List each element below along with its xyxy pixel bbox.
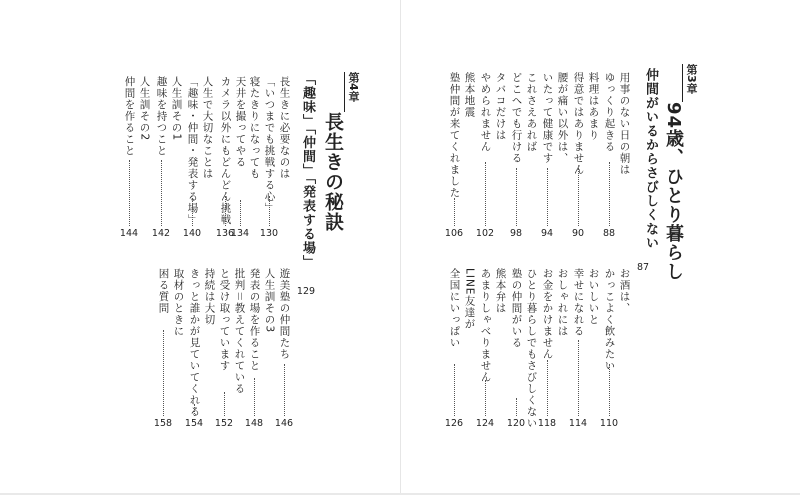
toc-page-number: 120: [506, 418, 526, 429]
toc-page-number: 134: [230, 228, 250, 239]
toc-leader: [129, 160, 130, 226]
toc-entry-line2: 「いつまでも挑戦する心」: [263, 76, 276, 214]
toc-page-number: 152: [214, 418, 234, 429]
toc-page-number: 90: [571, 228, 585, 239]
toc-leader: [225, 196, 226, 226]
toc-entry-line2: やめられません: [479, 72, 492, 153]
toc-entry-line1: 料理はあまり: [587, 72, 600, 141]
toc-entry-line2: 幸せになれる: [572, 268, 585, 337]
toc-leader: [454, 198, 455, 226]
toc-page-number: 158: [153, 418, 173, 429]
toc-page-number: 146: [274, 418, 294, 429]
toc-entry-line1: 取材のときに: [172, 268, 185, 337]
toc-page-number: 88: [602, 228, 616, 239]
toc-page-number: 154: [184, 418, 204, 429]
chapter-4-subtitle: 「趣味」「仲間」「発表する場」: [300, 72, 315, 269]
toc-leader: [254, 378, 255, 416]
toc-entry-line2: 全国にいっぱい: [448, 268, 461, 349]
toc-entry-line1: おいしいと: [587, 268, 600, 326]
toc-entry-line2: いたって健康です: [541, 72, 554, 164]
toc-entry-line1: 寝たきりになっても: [248, 76, 261, 180]
toc-entry-line1: 遊美塾の仲間たち: [278, 268, 291, 360]
toc-page-number: 142: [151, 228, 171, 239]
toc-entry-line1: 用事のない日の朝は: [618, 72, 631, 176]
toc-entry-line2: ゆっくり起きる: [603, 72, 616, 153]
toc-leader: [609, 364, 610, 416]
toc-page-number: 98: [509, 228, 523, 239]
toc-entry-line2: 発表の場を作ること: [248, 268, 261, 372]
toc-entry-line2: 趣味を持つこと: [155, 76, 168, 157]
toc-entry-line1: 長生きに必要なのは: [278, 76, 291, 180]
toc-leader: [578, 340, 579, 416]
toc-entry-line2: 天井を撮ってやる: [234, 76, 247, 168]
toc-entry-line1: 熊本弁は: [494, 268, 507, 314]
toc-entry-line1: 人生で大切なことは: [201, 76, 214, 180]
toc-leader: [240, 200, 241, 226]
chapter-3-rule: [682, 64, 683, 102]
toc-entry-line1: 持続は大切: [203, 268, 216, 326]
toc-leader: [485, 162, 486, 226]
toc-leader: [547, 168, 548, 226]
toc-leader: [224, 392, 225, 416]
chapter-4-title: 長生きの秘訣: [322, 112, 344, 232]
toc-page-number: 126: [444, 418, 464, 429]
chapter-3-subtitle: 仲間がいるからさびしくない: [643, 68, 658, 250]
toc-entry-line1: おしゃれには: [556, 268, 569, 337]
toc-page-number: 102: [475, 228, 495, 239]
chapter-3-title: 94歳、ひとり暮らし: [663, 102, 684, 282]
toc-page-number: 114: [568, 418, 588, 429]
toc-leader: [516, 398, 517, 416]
toc-entry-line1: お酒は、: [618, 268, 631, 314]
toc-entry-line2: 塾仲間が来てくれました: [448, 72, 461, 199]
toc-leader: [192, 198, 193, 226]
toc-leader: [485, 380, 486, 416]
toc-entry-line2: かっこよく飲みたい: [603, 268, 616, 372]
toc-entry-line1: ひとり暮らしでもさびしくない: [525, 268, 538, 429]
toc-entry-line1: 人生訓その1: [170, 76, 183, 142]
toc-entry-line1: 腰が痛い以外は、: [556, 72, 569, 164]
toc-page-number: 148: [244, 418, 264, 429]
toc-entry-line2: 得意ではありません: [572, 72, 585, 176]
chapter-3-page: 87: [636, 262, 650, 273]
toc-entry-line1: 批判＝教えてくれている: [233, 268, 246, 395]
toc-leader: [163, 330, 164, 416]
toc-entry-line1: タバコだけは: [494, 72, 507, 141]
toc-leader: [161, 160, 162, 226]
toc-entry-line2: 塾の仲間がいる: [510, 268, 523, 349]
toc-entry-line2: あまりしゃべりません: [479, 268, 492, 383]
toc-leader: [284, 364, 285, 416]
toc-leader: [578, 168, 579, 226]
toc-entry-line2: お金をかけません: [541, 268, 554, 360]
toc-entry-line1: 人生訓その2: [138, 76, 151, 142]
toc-leader: [547, 360, 548, 416]
toc-entry-line2: 仲間を作ること: [123, 76, 136, 157]
toc-entry-line1: これさえあれば: [525, 72, 538, 153]
toc-page-number: 106: [444, 228, 464, 239]
toc-leader: [609, 162, 610, 226]
chapter-4-rule: [344, 72, 345, 112]
toc-entry-line2: どこへでも行ける: [510, 72, 523, 164]
toc-leader: [194, 404, 195, 416]
toc-entry-line2: 困る質問: [157, 268, 170, 314]
toc-entry-line1: LINE友達が: [463, 268, 476, 330]
toc-page-number: 118: [537, 418, 557, 429]
toc-entry-line2: 「趣味・仲間・発表する場」: [186, 76, 199, 226]
toc-entry-line1: カメラ以外にもどんどん挑戦: [219, 76, 232, 226]
toc-leader: [269, 196, 270, 226]
toc-page-number: 144: [119, 228, 139, 239]
toc-entry-line2: と受け取っています: [218, 268, 231, 372]
toc-page-number: 124: [475, 418, 495, 429]
chapter-4-label: 第4章: [347, 72, 360, 102]
toc-page-number: 110: [599, 418, 619, 429]
toc-page-number: 130: [259, 228, 279, 239]
toc-page-number: 140: [182, 228, 202, 239]
chapter-3-label: 第3章: [685, 64, 698, 94]
toc-page-number: 136: [215, 228, 235, 239]
toc-entry-line1: 熊本地震: [463, 72, 476, 118]
toc-leader: [516, 168, 517, 226]
toc-leader: [454, 364, 455, 416]
toc-page-number: 94: [540, 228, 554, 239]
chapter-4-page: 129: [296, 286, 316, 297]
toc-entry-line1: 人生訓その3: [263, 268, 276, 334]
toc-entry-line2: きっと誰かが見ていてくれる: [188, 268, 201, 418]
